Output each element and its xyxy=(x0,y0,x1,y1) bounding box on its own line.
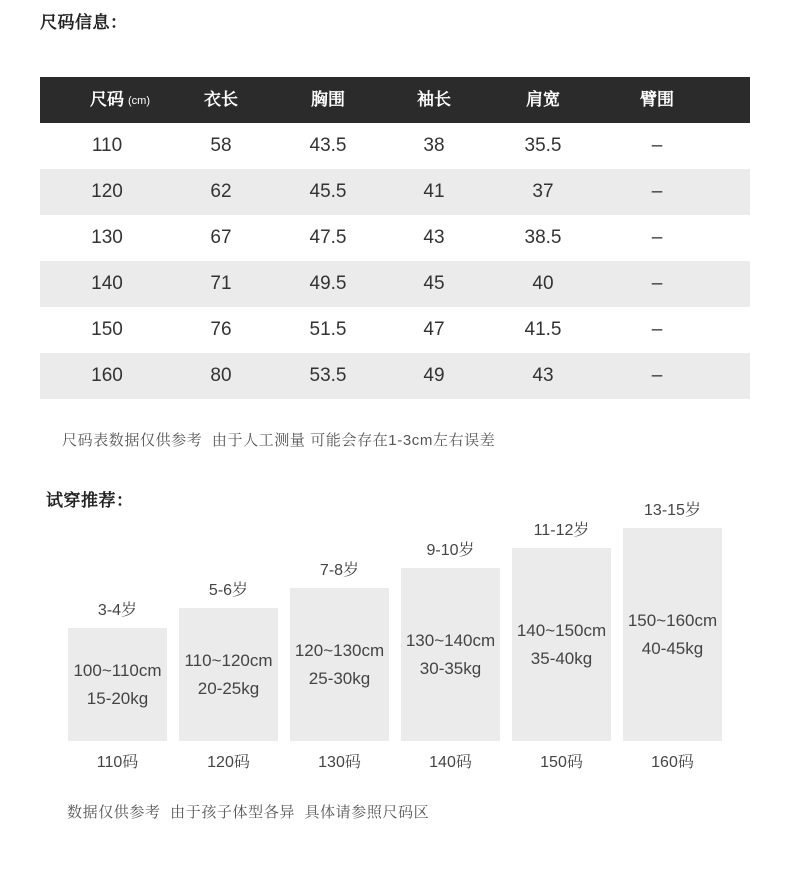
sleeve-cell: 45 xyxy=(423,273,445,294)
header-sleeve: 袖长 xyxy=(417,90,451,109)
length-cell: 58 xyxy=(210,135,232,156)
age-label: 3-4岁 xyxy=(97,602,138,619)
chest-cell: 53.5 xyxy=(309,365,347,386)
size-cell: 150 xyxy=(91,319,123,340)
fit-item-140 xyxy=(401,541,500,771)
header-length: 衣长 xyxy=(204,90,238,109)
size-info-title: 尺码信息： xyxy=(40,13,128,32)
age-label: 7-8岁 xyxy=(319,562,360,579)
size-table xyxy=(40,77,750,399)
header-size xyxy=(40,77,174,123)
sleeve-cell: 49 xyxy=(423,365,445,386)
size-cell: 160 xyxy=(91,365,123,386)
length-cell: 67 xyxy=(210,227,232,248)
header-size-label: 尺码 xyxy=(90,90,124,109)
size-cell: 110 xyxy=(91,135,123,156)
fit-bar xyxy=(401,568,500,741)
length-cell: 62 xyxy=(210,181,232,202)
age-label: 9-10岁 xyxy=(426,542,475,559)
chest-cell: 51.5 xyxy=(309,319,347,340)
shoulder-cell: 41.5 xyxy=(524,319,562,340)
length-cell: 80 xyxy=(210,365,232,386)
table-row xyxy=(40,123,750,169)
sleeve-cell: 38 xyxy=(423,135,445,156)
size-label: 120码 xyxy=(207,754,250,771)
age-label: 11-12岁 xyxy=(533,522,590,539)
arm-cell: – xyxy=(651,273,663,294)
size-cell: 120 xyxy=(91,181,123,202)
sleeve-cell: 47 xyxy=(423,319,445,340)
length-cell: 71 xyxy=(210,273,232,294)
size-table-note: 尺码表数据仅供参考 由于人工测量 可能会存在1-3cm左右误差 xyxy=(62,432,496,449)
weight-range: 15-20kg xyxy=(86,688,149,708)
fit-bar xyxy=(290,588,389,741)
height-range: 110~120cm xyxy=(184,650,273,670)
size-label: 130码 xyxy=(318,754,361,771)
size-cell: 130 xyxy=(91,227,123,248)
fit-recommendation-title: 试穿推荐： xyxy=(46,491,134,510)
table-row xyxy=(40,169,750,215)
chest-cell: 49.5 xyxy=(309,273,347,294)
size-table-header xyxy=(40,77,750,123)
size-label: 150码 xyxy=(540,754,583,771)
age-label: 13-15岁 xyxy=(644,502,701,519)
size-label: 160码 xyxy=(651,754,694,771)
arm-cell: – xyxy=(651,181,663,202)
weight-range: 30-35kg xyxy=(419,658,482,678)
height-range: 130~140cm xyxy=(405,630,496,650)
fit-bar xyxy=(68,628,167,741)
weight-range: 25-30kg xyxy=(308,668,371,688)
fit-bar xyxy=(179,608,278,741)
table-row xyxy=(40,307,750,353)
fit-item-120 xyxy=(179,581,278,771)
fit-item-130 xyxy=(290,561,389,771)
height-range: 150~160cm xyxy=(627,610,718,630)
shoulder-cell: 40 xyxy=(532,273,554,294)
fit-item-150 xyxy=(512,521,611,771)
table-row xyxy=(40,353,750,399)
height-range: 100~110cm xyxy=(73,660,162,680)
shoulder-cell: 35.5 xyxy=(524,135,562,156)
header-arm: 臂围 xyxy=(640,90,674,109)
shoulder-cell: 38.5 xyxy=(524,227,562,248)
shoulder-cell: 43 xyxy=(532,365,554,386)
weight-range: 20-25kg xyxy=(197,678,260,698)
sleeve-cell: 41 xyxy=(423,181,445,202)
weight-range: 40-45kg xyxy=(641,638,704,658)
size-cell: 140 xyxy=(91,273,123,294)
header-shoulder: 肩宽 xyxy=(526,90,560,109)
shoulder-cell: 37 xyxy=(532,181,554,202)
size-table-body xyxy=(40,123,750,399)
chest-cell: 47.5 xyxy=(309,227,347,248)
arm-cell: – xyxy=(651,135,663,156)
fit-item-160 xyxy=(623,501,722,771)
chest-cell: 43.5 xyxy=(309,135,347,156)
chest-cell: 45.5 xyxy=(309,181,347,202)
arm-cell: – xyxy=(651,319,663,340)
header-size-wrap xyxy=(90,77,150,123)
fit-item-110 xyxy=(68,601,167,771)
table-row xyxy=(40,215,750,261)
length-cell: 76 xyxy=(210,319,232,340)
fit-recommendation-note: 数据仅供参考 由于孩子体型各异 具体请参照尺码区 xyxy=(67,804,430,821)
arm-cell: – xyxy=(651,365,663,386)
age-label: 5-6岁 xyxy=(208,582,249,599)
size-label: 140码 xyxy=(429,754,472,771)
arm-cell: – xyxy=(651,227,663,248)
header-size-unit: (cm) xyxy=(128,95,150,107)
fit-bar xyxy=(623,528,722,741)
size-label: 110码 xyxy=(96,754,139,771)
table-row xyxy=(40,261,750,307)
header-chest: 胸围 xyxy=(311,90,345,109)
weight-range: 35-40kg xyxy=(530,648,593,668)
height-range: 140~150cm xyxy=(516,620,607,640)
height-range: 120~130cm xyxy=(294,640,385,660)
sleeve-cell: 43 xyxy=(423,227,445,248)
fit-bar xyxy=(512,548,611,741)
